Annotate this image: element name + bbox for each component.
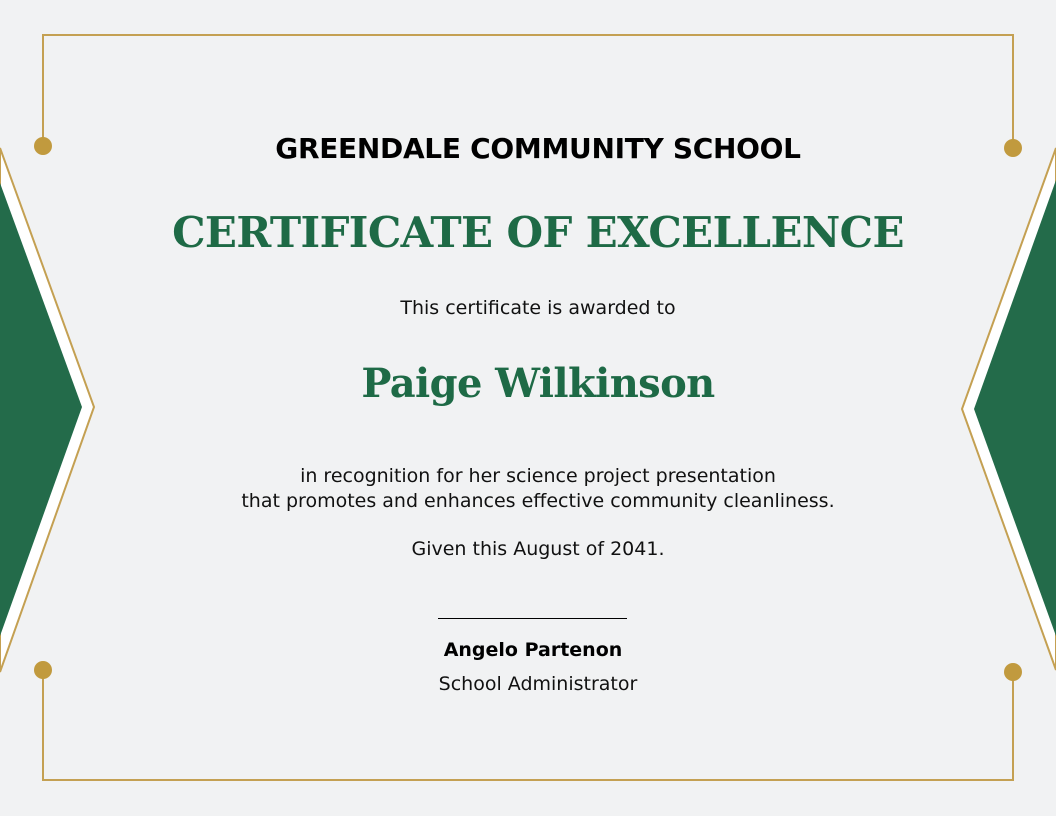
recognition-line-1: in recognition for her science project presentation <box>300 465 776 487</box>
school-name: GREENDALE COMMUNITY SCHOOL <box>275 132 801 165</box>
recipient-name: Paige Wilkinson <box>361 360 715 407</box>
signer-name: Angelo Partenon <box>443 639 623 661</box>
recognition-text <box>10 464 1056 514</box>
awarded-to-text: This certificate is awarded to <box>400 297 676 319</box>
signer-title: School Administrator <box>438 673 638 695</box>
signature-line <box>438 618 627 619</box>
recognition-line-2: that promotes and enhances effective community cleanliness. <box>241 490 835 512</box>
certificate-title: CERTIFICATE OF EXCELLENCE <box>172 208 904 257</box>
given-date: Given this August of 2041. <box>411 538 665 560</box>
